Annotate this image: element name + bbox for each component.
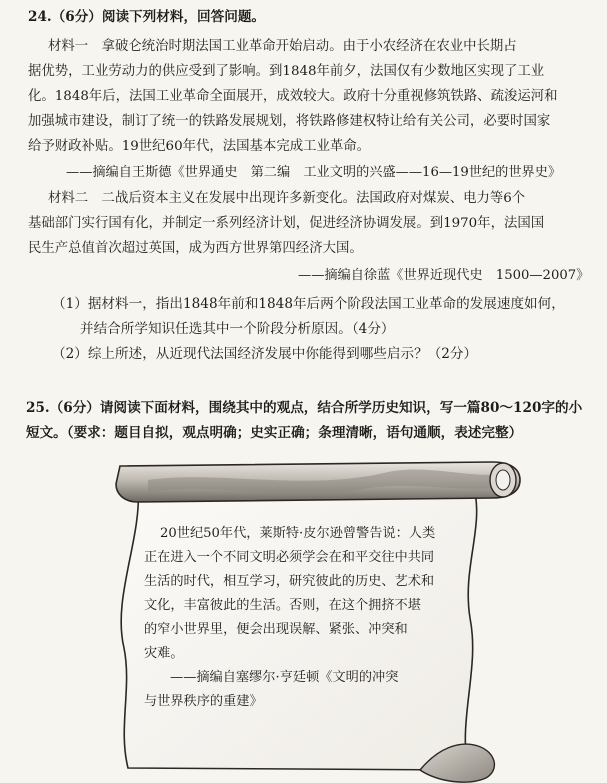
scroll-line-4: 文化，丰富彼此的生活。否则，在这个拥挤不堪 [144,598,421,613]
q24-m2-source: ——摘编自徐蓝《世界近现代史 1500—2007》 [298,268,590,283]
q24-question-1-b: 并结合所学知识任选其中一个阶段分析原因。（4分） [80,321,395,337]
q24-m2-line-2: 基础部门实行国有化，并制定一系列经济计划，促进经济协调发展。到1970年，法国国 [28,216,545,231]
scroll-line-5: 的窄小世界里，便会出现误解、紧张、冲突和 [144,622,408,637]
q25-title-line-1: 25.（6分）请阅读下面材料，围绕其中的观点，结合所学历史知识，写一篇80～120字的小 [26,400,583,416]
q24-m2-line-3: 民生产总值首次超过英国，成为西方世界第四经济大国。 [28,241,363,256]
q24-m1-source: ——摘编自王斯德《世界通史 第二编 工业文明的兴盛——16—19世纪的世界史》 [66,165,562,180]
q24-title: 24.（6分）阅读下列材料，回答问题。 [28,9,266,25]
scroll-source-line-1: ——摘编自塞缪尔·亨廷顿《文明的冲突 [170,670,399,685]
scroll-line-2: 正在进入一个不同文明必须学会在和平交往中共同 [144,550,435,565]
q24-m2-line-1: 材料二 二战后资本主义在发展中出现许多新变化。法国政府对煤炭、电力等6个 [48,191,526,206]
q24-m1-line-5: 给予财政补贴。19世纪60年代，法国基本完成工业革命。 [28,139,371,154]
q24-question-1-a: （1）据材料一，指出1848年前和1848年后两个阶段法国工业革命的发展速度如何， [52,296,565,312]
q24-m1-line-2: 据优势，工业劳动力的供应受到了影响。到1848年前夕，法国仅有少数地区实现了工业 [28,64,545,79]
scroll-line-1: 20世纪50年代，莱斯特·皮尔逊曾警告说：人类 [160,526,436,541]
q24-question-2: （2）综上所述，从近现代法国经济发展中你能得到哪些启示？（2分） [52,346,478,362]
q24-m1-line-3: 化。1848年后，法国工业革命全面展开，成效较大。政府十分重视修筑铁路、疏浚运河和 [28,89,558,104]
scroll-illustration [108,448,528,783]
q25-title-line-2: 短文。（要求：题目自拟，观点明确；史实正确；条理清晰，语句通顺，表述完整） [26,425,523,441]
q24-m1-line-1: 材料一 拿破仑统治时期法国工业革命开始启动。由于小农经济在农业中长期占 [48,39,517,54]
scroll-line-3: 生活的时代，相互学习，研究彼此的历史、艺术和 [144,574,435,589]
q24-m1-line-4: 加强城市建设，制订了统一的铁路发展规划，将铁路修建权特让给有关公司，必要时国家 [28,114,551,129]
scroll-line-6: 灾难。 [144,646,184,661]
scroll-source-line-2: 与世界秩序的重建》 [144,694,263,709]
